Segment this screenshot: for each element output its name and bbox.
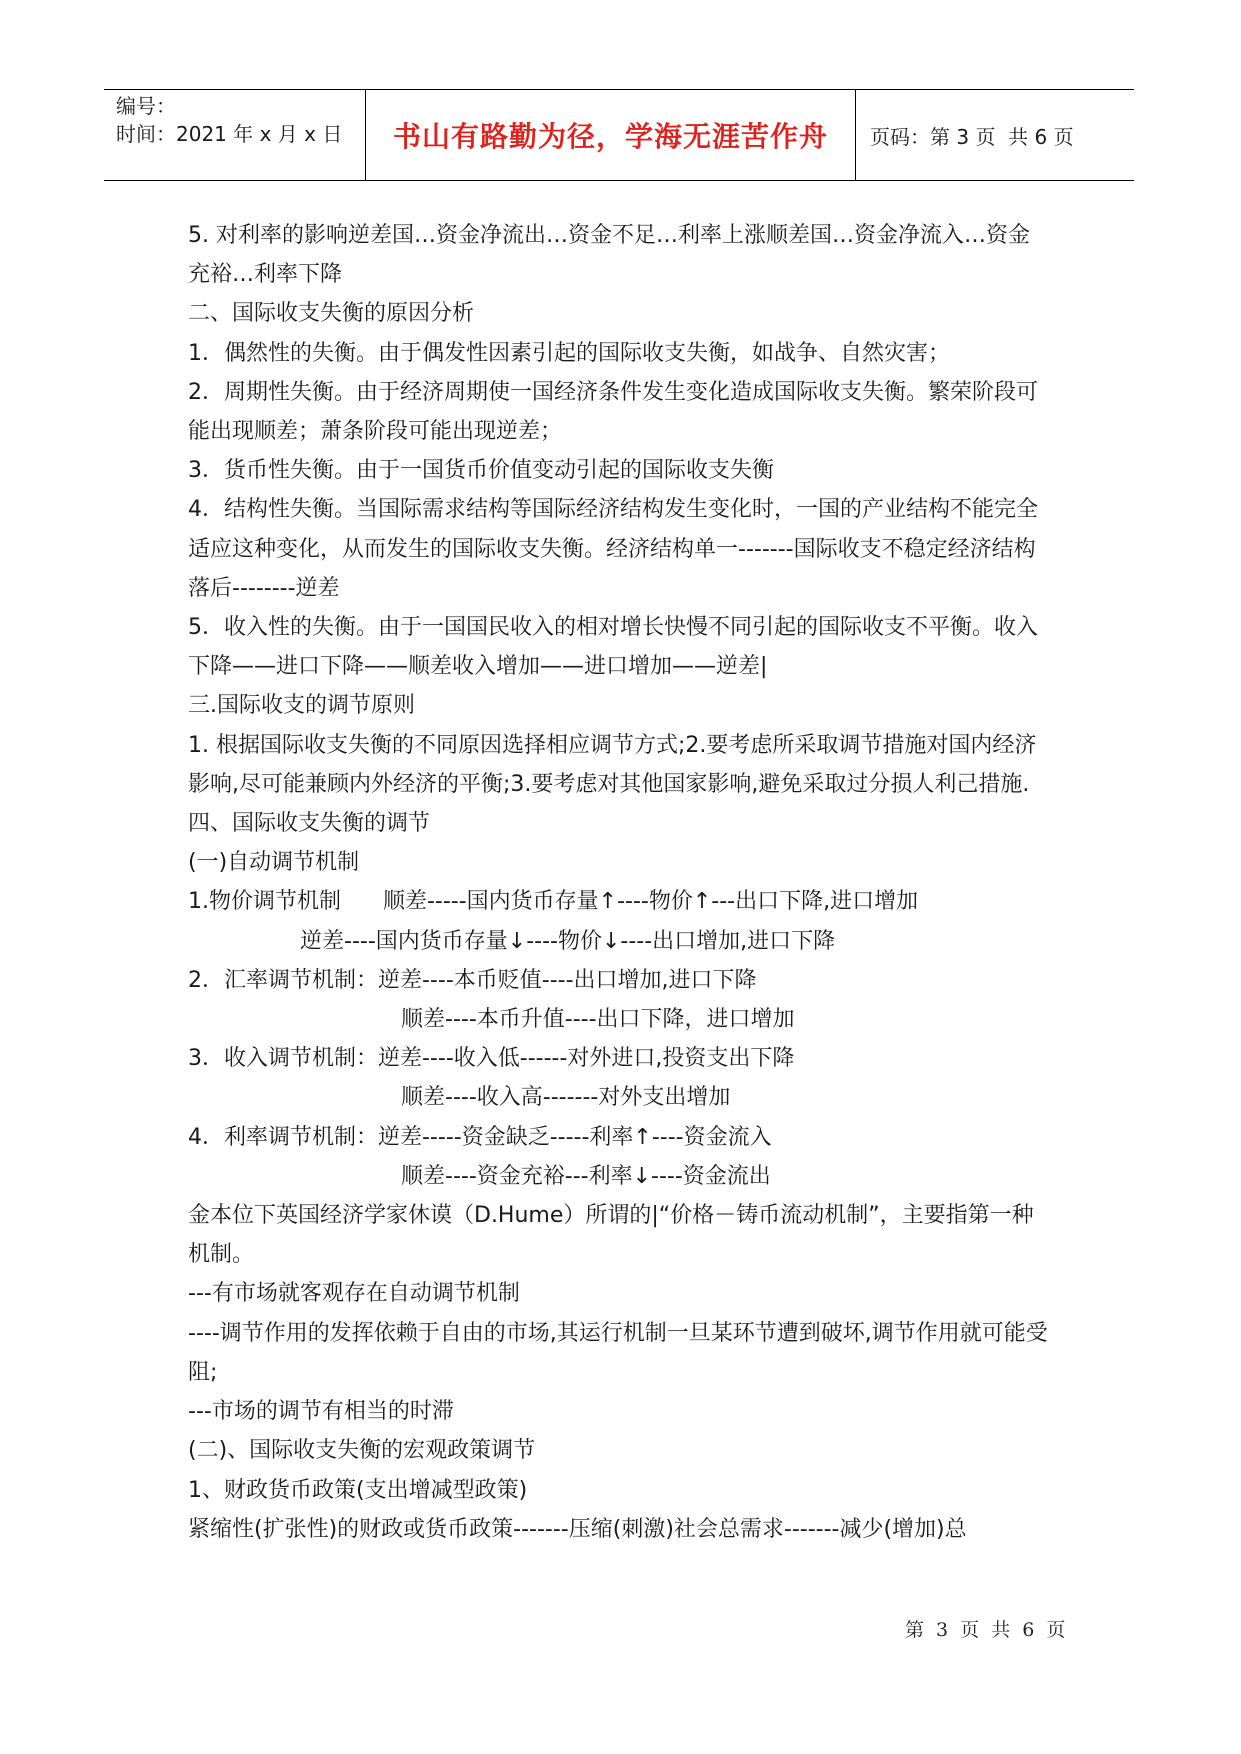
section-heading: 四、国际收支失衡的调节	[188, 811, 431, 837]
paragraph: 1．偶然性的失衡。由于偶发性因素引起的国际收支失衡，如战争、自然灾害；	[188, 340, 950, 366]
paragraph: 顺差----资金充裕---利率↓----资金流出	[401, 1163, 771, 1189]
paragraph: ---有市场就客观存在自动调节机制	[188, 1281, 520, 1307]
paragraph: 4．结构性失衡。当国际需求结构等国际经济结构发生变化时，一国的产业结构不能完全适应这种变化，从而发生的国际收支失衡。经济结构单一-------国际收支不稳定经济结构落后--------逆差	[188, 497, 1038, 601]
header-meta	[104, 90, 366, 180]
header-page-label: 页码：第 3 页 共 6 页	[870, 124, 1074, 149]
header-motto: 书山有路勤为径，学海无涯苦作舟	[392, 120, 828, 153]
page-footer	[905, 1615, 1068, 1642]
subsection-heading: (一)自动调节机制	[188, 850, 360, 876]
paragraph: 3．货币性失衡。由于一国货币价值变动引起的国际收支失衡	[188, 458, 774, 484]
paragraph: 2．周期性失衡。由于经济周期使一国经济条件发生变化造成国际收支失衡。繁荣阶段可能出现顺差；萧条阶段可能出现逆差；	[188, 379, 1038, 445]
paragraph: 2．汇率调节机制：逆差----本币贬值----出口增加,进口下降	[188, 967, 757, 993]
paragraph: 5. 对利率的影响逆差国…资金净流出…资金不足…利率上涨顺差国…资金净流入…资金充裕…利率下降	[188, 223, 1030, 288]
document-body	[188, 216, 1048, 1549]
header-page-cell	[856, 90, 1134, 180]
header-motto-cell	[366, 90, 856, 180]
paragraph: 3．收入调节机制：逆差----收入低------对外进口,投资支出下降	[188, 1046, 795, 1072]
paragraph: 金本位下英国经济学家休谟（D.Hume）所谓的|“价格－铸币流动机制”，主要指第一种机制。	[188, 1203, 1034, 1268]
section-heading: 二、国际收支失衡的原因分析	[188, 301, 475, 327]
paragraph: 紧缩性(扩张性)的财政或货币政策-------压缩(刺激)社会总需求-------减少(增加)总	[188, 1516, 967, 1542]
paragraph: 1.物价调节机制 顺差-----国内货币存量↑----物价↑---出口下降,进口增加	[188, 889, 919, 915]
page-header	[104, 89, 1134, 181]
paragraph: 顺差----收入高-------对外支出增加	[401, 1085, 731, 1111]
document-time-label: 时间：2021 年 x 月 x 日	[116, 122, 343, 146]
paragraph: 4．利率调节机制：逆差-----资金缺乏-----利率↑----资金流入	[188, 1124, 772, 1150]
paragraph: 1、财政货币政策(支出增减型政策)	[188, 1477, 528, 1503]
paragraph: 1. 根据国际收支失衡的不同原因选择相应调节方式;2.要考虑所采取调节措施对国内经济影响,尽可能兼顾内外经济的平衡;3.要考虑对其他国家影响,避免采取过分损人利己措施.	[188, 732, 1037, 797]
paragraph: 逆差----国内货币存量↓----物价↓----出口增加,进口下降	[300, 928, 836, 954]
paragraph: 顺差----本币升值----出口下降，进口增加	[401, 1007, 795, 1033]
footer-page-number: 第 3 页 共 6 页	[905, 1619, 1069, 1641]
paragraph: ----调节作用的发挥依赖于自由的市场,其运行机制一旦某环节遭到破坏,调节作用就可能受阻;	[188, 1320, 1048, 1385]
paragraph: ---市场的调节有相当的时滞	[188, 1399, 454, 1425]
paragraph: 5．收入性的失衡。由于一国国民收入的相对增长快慢不同引起的国际收支不平衡。收入下降——进口下降——顺差收入增加——进口增加——逆差|	[188, 615, 1038, 680]
section-heading: 三.国际收支的调节原则	[188, 693, 415, 719]
document-number-label: 编号：	[116, 94, 176, 118]
subsection-heading: (二)、国际收支失衡的宏观政策调节	[188, 1438, 536, 1464]
